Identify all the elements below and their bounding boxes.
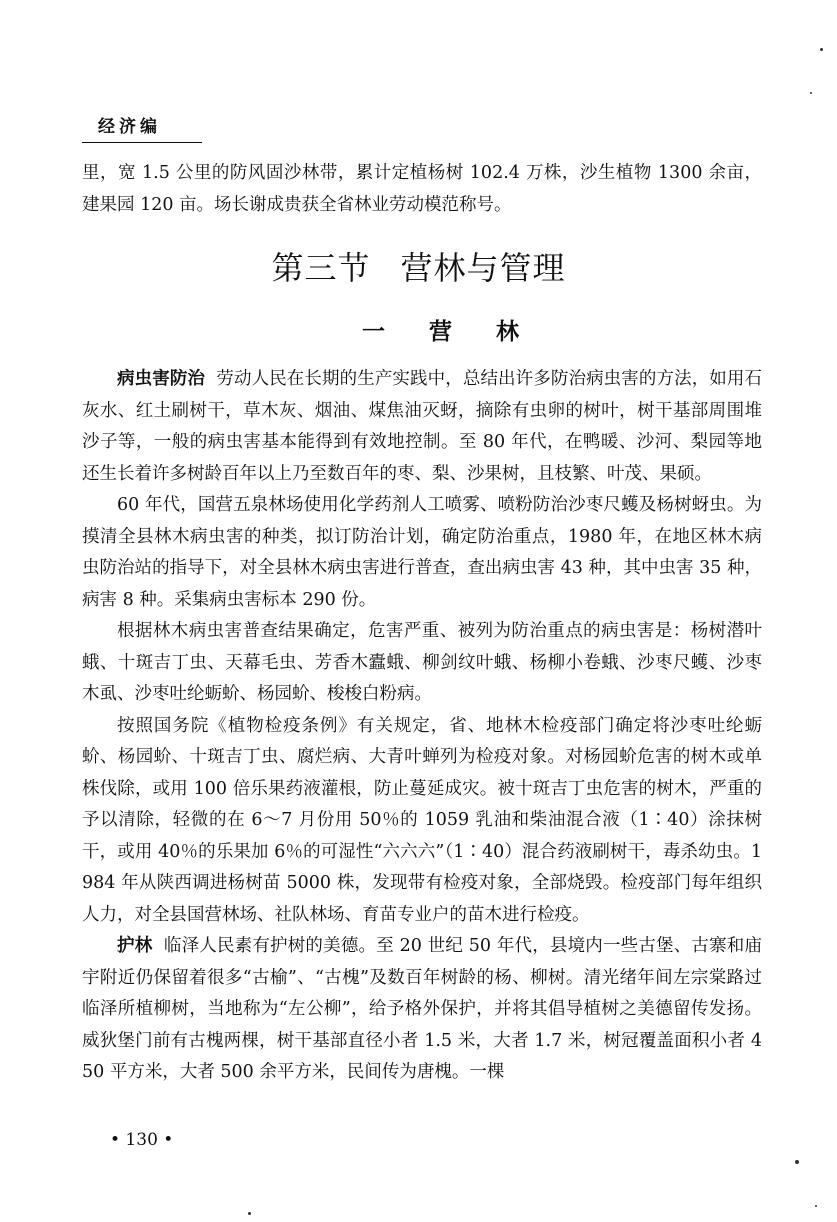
paragraph <box>82 711 762 932</box>
paragraph-lead-term: 病虫害防治 <box>117 369 206 389</box>
subsection-heading: 一营林 <box>362 318 563 345</box>
intro-paragraph: 里，宽 1.5 公里的防风固沙林带，累计定植杨树 102.4 万株，沙生植物 1300 余亩，建果园 120 亩。场长谢成贵获全省林业劳动模范称号。 <box>82 163 762 215</box>
intro-text <box>82 158 762 221</box>
scan-speck <box>815 1205 817 1207</box>
section-title: 营林与管理 <box>400 249 566 287</box>
paragraph-text: 按照国务院《植物检疫条例》有关规定，省、地林木检疫部门确定将沙枣吐纶蛎蚧、杨园蚧、十斑吉丁虫、腐烂病、大青叶蝉列为检疫对象。对杨园蚧危害的树木或单株伐除，或用 100 倍乐果药液灌根，防止蔓延成灾。被十斑吉丁虫危害的树木，严重的予以清除，轻微的在 6～7 月份用 50％的 1059 乳油和柴油混合液（1∶40）涂抹树干，或用 40％的乐果加 6％的可湿性“六六六”（1∶40）混合药液刷树干，毒杀幼虫。1984 年从陕西调进杨树苗 5000 株，发现带有检疫对象，全部烧毁。检疫部门每年组织人力，对全县国营林场、社队林场、育苗专业户的苗木进行检疫。 <box>82 715 762 925</box>
scan-speck <box>820 48 823 51</box>
section-number: 第三节 <box>271 249 371 287</box>
paragraph-text: 劳动人民在长期的生产实践中，总结出许多防治病虫害的方法，如用石灰水、红土刷树干，草木灰、烟油、煤焦油灭蚜，摘除有虫卵的树叶，树干基部周围堆沙子等，一般的病虫害基本能得到有效地控制。至 80 年代，在鸭暖、沙河、梨园等地还生长着许多树龄百年以上乃至数百年的枣、梨、沙果树，且枝繁、叶茂、果硕。 <box>82 369 763 484</box>
paragraph-text: 临泽人民素有护树的美德。至 20 世纪 50 年代，县境内一些古堡、古寨和庙宇附近仍保留着很多“古榆”、“古槐”及数百年树龄的杨、柳树。清光绪年间左宗棠路过临泽所植柳树，当地称为“左公柳”，给予格外保护，并将其倡导植树之美德留传发扬。威狄堡门前有古槐两棵，树干基部直径小者 1.5 米，大者 1.7 米，树冠覆盖面积小者 450 平方米，大者 500 余平方米，民间传为唐槐。一棵 <box>82 936 762 1082</box>
paragraph-lead-term: 护林 <box>117 936 153 956</box>
running-header: 经济编 <box>82 116 202 143</box>
paragraph <box>82 616 762 711</box>
scan-speck <box>795 1160 799 1164</box>
page-number: • 130 • <box>110 1130 174 1150</box>
body-text <box>82 364 762 1089</box>
paragraph <box>82 490 762 616</box>
section-heading <box>0 246 837 290</box>
paragraph-text: 根据林木病虫害普查结果确定，危害严重、被列为防治重点的病虫害是：杨树潜叶蛾、十斑吉丁虫、天幕毛虫、芳香木蠹蛾、柳剑纹叶蛾、杨柳小卷蛾、沙枣尺蠖、沙枣木虱、沙枣吐纶蛎蚧、杨园蚧、梭梭白粉病。 <box>82 621 762 704</box>
scan-speck <box>248 1212 251 1215</box>
scan-speck <box>810 92 812 94</box>
paragraph <box>82 931 762 1089</box>
paragraph-text: 60 年代，国营五泉林场使用化学药剂人工喷雾、喷粉防治沙枣尺蠖及杨树蚜虫。为摸清全县林木病虫害的种类，拟订防治计划，确定防治重点，1980 年，在地区林木病虫防治站的指导下，对全县林木病虫害进行普查，查出病虫害 43 种，其中虫害 35 种，病害 8 种。采集病虫害标本 290 份。 <box>82 495 763 610</box>
paragraph <box>82 364 762 490</box>
